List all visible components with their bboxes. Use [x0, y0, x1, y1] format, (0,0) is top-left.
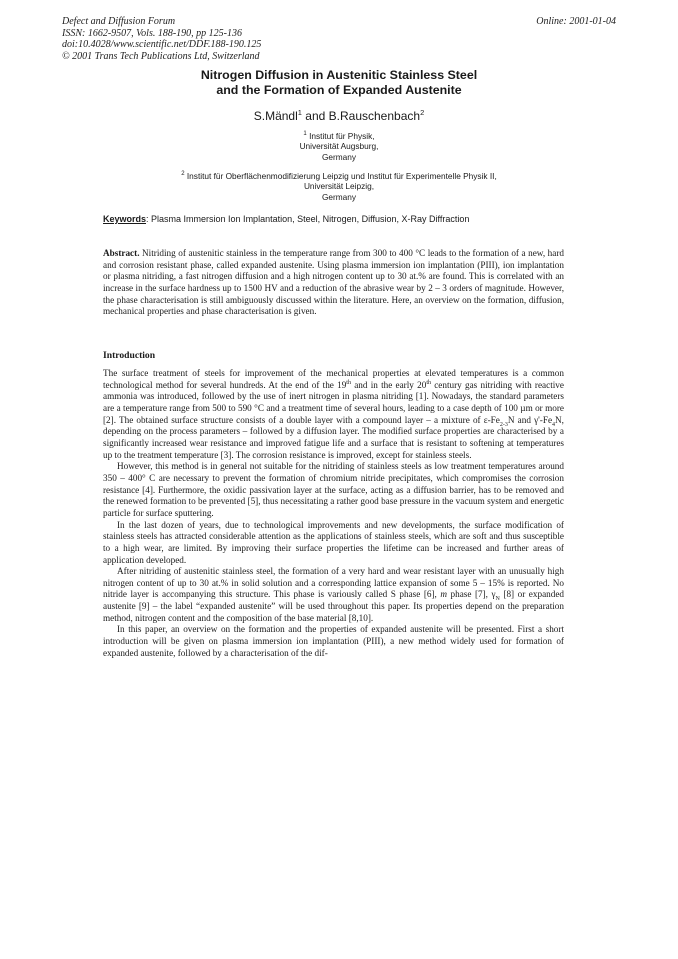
journal-name: Defect and Diffusion Forum — [62, 16, 176, 27]
abstract-text: Nitriding of austenitic stainless in the temperature range from 300 to 400 °C leads to the formation of a new, hard and corrosion resistant phase, called expanded austenite. Using plasma immersion ion implantation (PIII), ion implantation or plasma nitriding, a fast nitrogen diffusion and a high nitrogen content up to 30 at.% are found. This is correlated with an increase in the surface hardness up to 1500 HV and a reduction of the abrasive wear by 2 – 3 orders of magnitude. However, the phase characterisation is still ambiguously discussed within the literature. Here, an overview on the formation, diffusion, mechanical properties and phase characterisation is given. — [103, 248, 564, 317]
paper-title — [0, 68, 678, 98]
keywords-colon: : — [146, 214, 149, 224]
intro-paragraph-1: The surface treatment of steels for improvement of the mechanical properties at elevated temperatures is a common technological method for several hundreds. At the end of the 19th and in the early 20th century gas nitriding with reactive ammonia was introduced, followed by the use of inert nitrogen in plasma nitriding [1]. Nowadays, the standard parameters are a temperature range from 500 to 590 °C and a treatment time of several hours, leading to a case depth of 100 µm or more [2]. The obtained surface structure consists of a double layer with a compound layer – a mixture of $\varepsilon-Fe_{2-3}N$ and $\gamma'-Fe_4N$, depending on the process parameters – followed by a diffusion layer. The modified surface properties are characterised by a significantly increased wear resistance and improved fatigue life and a surface that is resistant to softening at temperatures up to the treatment temperature [3]. The corrosion resistance is improved, except for stainless steels. — [103, 368, 564, 460]
affiliation-2-line-3: Germany — [321, 191, 357, 202]
copyright-line: © 2001 Trans Tech Publications Ltd, Switzerland — [62, 50, 260, 62]
intro-paragraph-3: In the last dozen of years, due to technological improvements and new developments, the surface modification of stainless steels has attracted considerable attention as the applications of stainless steels, which are soft and thus susceptible to a high wear, are limited. By improving their surface properties the lifetime can be increased and further areas of application developed. — [103, 519, 564, 565]
affiliation-2-line-2: Universität Leipzig, — [303, 181, 375, 192]
online-date: Online: 2001-01-04 — [536, 16, 616, 27]
author-1-mark: 1 — [297, 108, 302, 117]
doi-line: doi:10.4028/www.scientific.net/DDF.188-190.125 — [62, 39, 262, 50]
author-2: B.Rauschenbach — [328, 109, 421, 123]
affiliation-2-mark: 2 — [181, 171, 185, 177]
keywords-label: Keywords — [103, 214, 147, 224]
affiliation-1-line-3: Germany — [321, 151, 357, 162]
issn-line: ISSN: 1662-9507, Vols. 188-190, pp 125-136 — [62, 27, 242, 39]
keywords-text: Plasma Immersion Ion Implantation, Steel, Nitrogen, Diffusion, X-Ray Diffraction — [148, 214, 470, 224]
affiliation-1-line-1: Institut für Physik, — [309, 130, 375, 141]
title-line-1: Nitrogen Diffusion in Austenitic Stainless Steel — [200, 68, 478, 82]
affiliation-1 — [0, 129, 678, 162]
introduction-heading: Introduction — [103, 350, 156, 361]
author-2-mark: 2 — [420, 108, 425, 117]
author-line — [0, 108, 678, 123]
affiliation-2 — [0, 169, 678, 202]
affiliation-1-line-2: Universität Augsburg, — [299, 141, 379, 152]
author-1: S.Mändl — [253, 109, 298, 123]
affiliation-1-mark: 1 — [303, 131, 307, 137]
journal-header — [62, 16, 261, 62]
abstract-section — [103, 248, 564, 318]
introduction-section — [103, 368, 564, 659]
affiliation-2-line-1: Institut für Oberflächenmodifizierung Leipzig und Institut für Experimentelle Physik II, — [186, 170, 497, 181]
keywords-line — [103, 214, 469, 224]
intro-paragraph-4: After nitriding of austenitic stainless steel, the formation of a very hard and wear resistant layer with an unusually high nitrogen content of up to 30 at.% in solid solution and a corresponding lattice expansion of some 5 – 15% is reported. No nitride layer is accompanying this structure. This phase is variously called S phase [6], m phase [7], $\gamma_N$ [8] or expanded austenite [9] – the label “expanded austenite” will be used throughout this paper. Its properties depend on the preparation method, nitrogen content and the composition of the base material [8,10]. — [103, 566, 565, 623]
abstract-label: Abstract. — [103, 248, 140, 258]
title-line-2: and the Formation of Expanded Austenite — [216, 83, 462, 97]
author-joiner: and — [301, 109, 329, 123]
intro-paragraph-5: In this paper, an overview on the formation and the properties of expanded austenite will be presented. First a short introduction will be given on plasma immersion ion implantation (PIII), a new method widely used for formation of expanded austenite, followed by a characterisation of the dif- — [103, 624, 564, 658]
intro-paragraph-2: However, this method is in general not suitable for the nitriding of stainless steels as low treatment temperatures around 350 – 400° C are necessary to prevent the formation of chromium nitride precipitates, which compromises the corrosion resistance [4]. Furthermore, the oxidic passivation layer at the surface, acting as a diffusion barrier, has to be removed and the renewed formation to be prevented [5], thus necessitating a rather good base pressure in the vacuum system and energetic particle for surface sputtering. — [103, 461, 564, 518]
